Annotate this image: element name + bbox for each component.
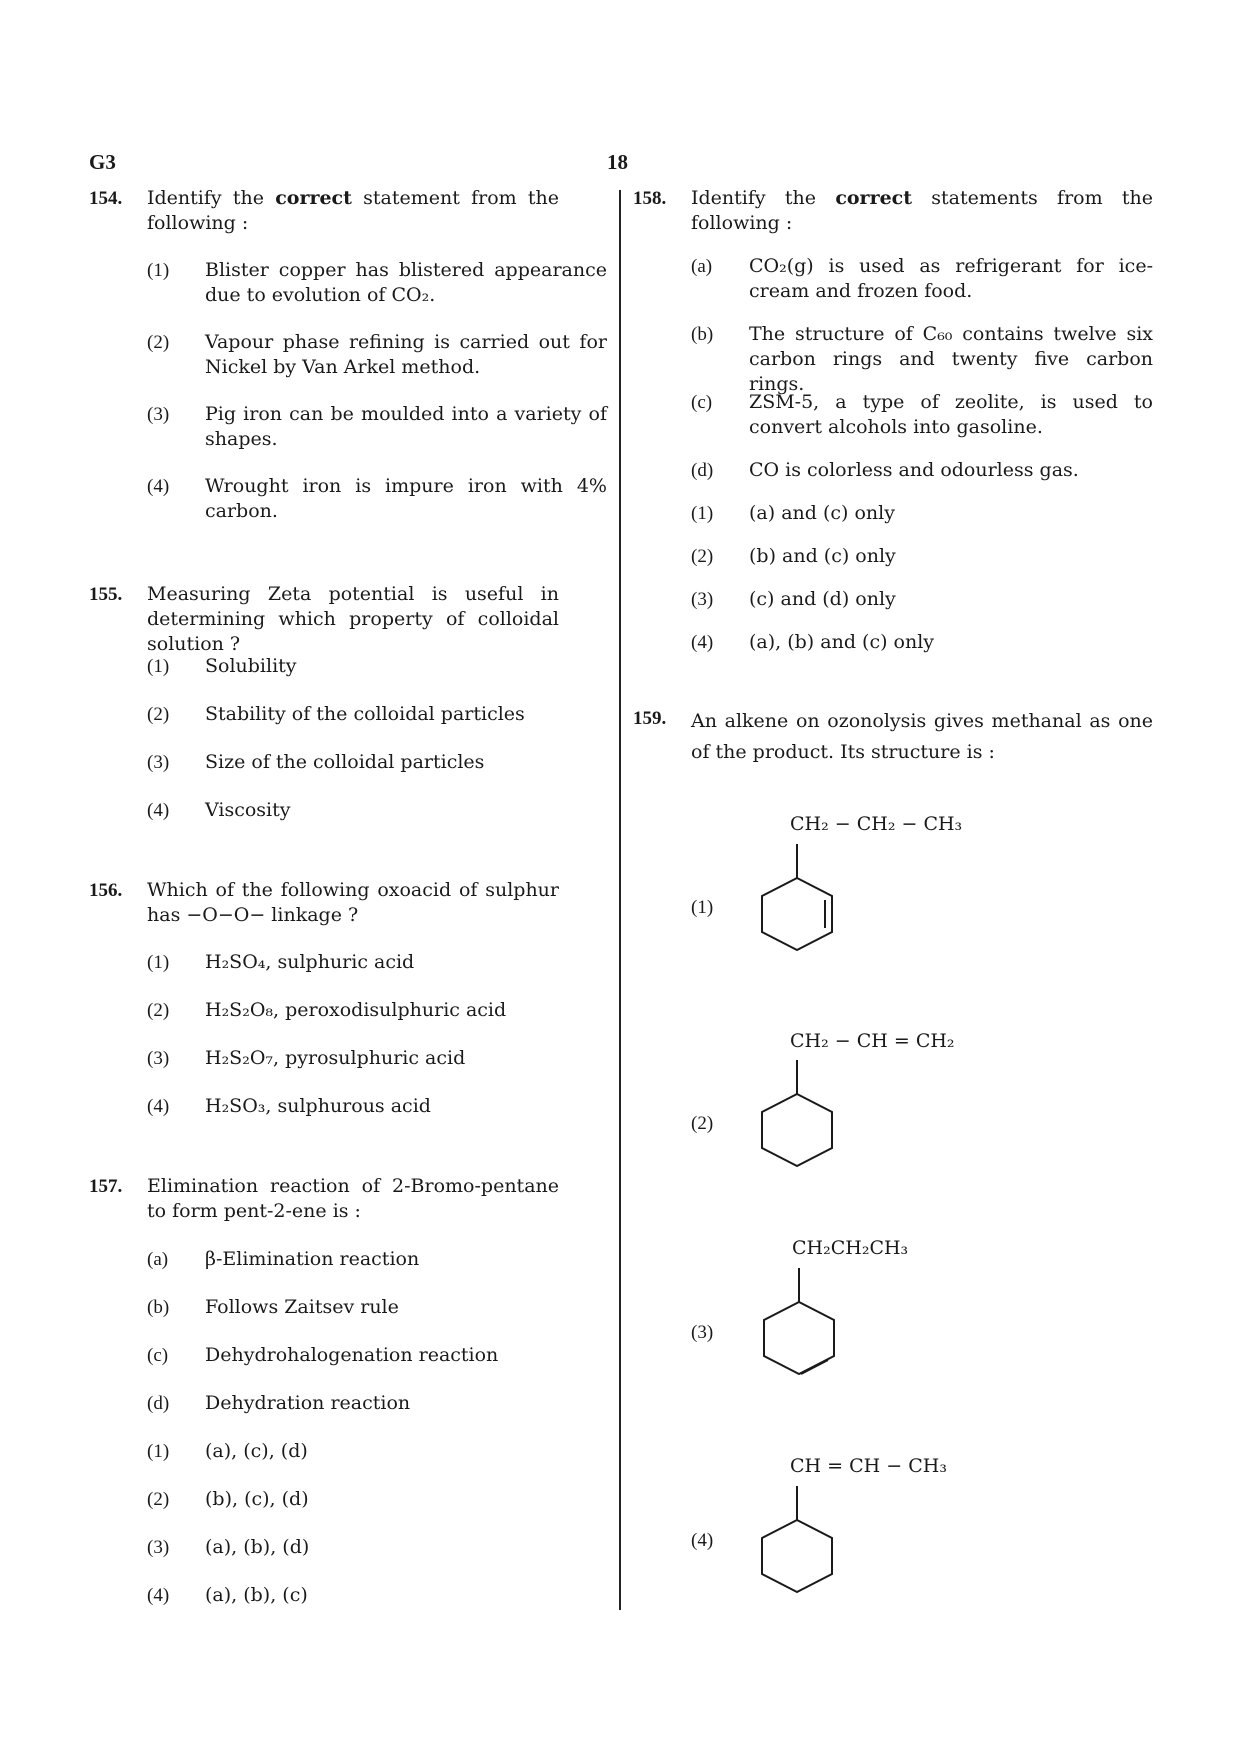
question-number: 156. [89,880,123,901]
option-156-2[interactable]: (2) H₂S₂O₈, peroxodisulphuric acid [147,999,507,1021]
option-155-4[interactable]: (4) Viscosity [147,799,291,821]
statement-157-a: (a) β-Elimination reaction [147,1248,420,1270]
question-text: Measuring Zeta potential is useful in determining which property of colloidal solution ? [147,583,559,655]
question-156 [89,878,559,928]
option-154-3[interactable]: (3) Pig iron can be moulded into a variety of shapes. [147,403,607,450]
statement-158-b: (b) The structure of C₆₀ contains twelve six carbon rings and twenty five carbon rings. [691,323,1153,395]
question-158 [633,186,1153,236]
question-155 [89,582,559,657]
question-number: 155. [89,584,123,605]
option-159-4-substituent: CH = CH − CH₃ [790,1455,947,1477]
option-159-1-substituent: CH₂ − CH₂ − CH₃ [790,813,963,835]
option-155-2[interactable]: (2) Stability of the colloidal particles [147,703,525,725]
question-text: An alkene on ozonolysis gives methanal as one of the product. Its structure is : [691,710,1153,763]
option-159-4-label[interactable]: (4) [691,1530,714,1551]
option-158-2[interactable]: (2) (b) and (c) only [691,545,896,567]
option-155-1[interactable]: (1) Solubility [147,655,297,677]
question-text: Identify the correct statements from the following : [691,187,1154,234]
question-159 [633,706,1153,768]
option-156-4[interactable]: (4) H₂SO₃, sulphurous acid [147,1095,431,1117]
statement-158-d: (d) CO is colorless and odourless gas. [691,459,1079,481]
option-159-2-substituent: CH₂ − CH = CH₂ [790,1030,955,1052]
question-text: Elimination reaction of 2-Bromo-pentane to form pent-2-ene is : [147,1175,559,1222]
statement-157-d: (d) Dehydration reaction [147,1392,411,1414]
question-154 [89,186,559,236]
question-number: 154. [89,188,123,209]
question-number: 159. [633,708,667,729]
question-text: Which of the following oxoacid of sulphur has −O−O− linkage ? [147,879,559,926]
question-157 [89,1174,559,1224]
option-157-3[interactable]: (3) (a), (b), (d) [147,1536,310,1558]
option-156-1[interactable]: (1) H₂SO₄, sulphuric acid [147,951,415,973]
option-158-4[interactable]: (4) (a), (b) and (c) only [691,631,935,653]
cyclohexene-structure-1[interactable] [740,840,840,970]
option-158-3[interactable]: (3) (c) and (d) only [691,588,896,610]
page-number: 18 [607,150,628,174]
question-number: 158. [633,188,667,209]
option-155-3[interactable]: (3) Size of the colloidal particles [147,751,485,773]
cyclohexene-structure-3[interactable] [740,1264,840,1394]
option-158-1[interactable]: (1) (a) and (c) only [691,502,895,524]
option-157-4[interactable]: (4) (a), (b), (c) [147,1584,308,1606]
statement-157-c: (c) Dehydrohalogenation reaction [147,1344,499,1366]
option-156-3[interactable]: (3) H₂S₂O₇, pyrosulphuric acid [147,1047,466,1069]
statement-158-a: (a) CO₂(g) is used as refrigerant for ice-cream and frozen food. [691,255,1153,302]
column-divider [619,190,621,1610]
option-159-2-label[interactable]: (2) [691,1113,714,1134]
option-154-2[interactable]: (2) Vapour phase refining is carried out for Nickel by Van Arkel method. [147,331,607,378]
question-number: 157. [89,1176,123,1197]
option-154-4[interactable]: (4) Wrought iron is impure iron with 4% carbon. [147,475,607,522]
option-157-2[interactable]: (2) (b), (c), (d) [147,1488,309,1510]
option-159-1-label[interactable]: (1) [691,897,714,918]
question-text: Identify the correct statement from the following : [147,187,559,234]
paper-code: G3 [89,150,116,174]
option-157-1[interactable]: (1) (a), (c), (d) [147,1440,308,1462]
cyclohexane-structure-4[interactable] [740,1482,840,1612]
option-154-1[interactable]: (1) Blister copper has blistered appearance due to evolution of CO₂. [147,259,607,306]
cyclohexane-structure-2[interactable] [740,1056,840,1186]
option-159-3-label[interactable]: (3) [691,1322,714,1343]
statement-158-c: (c) ZSM-5, a type of zeolite, is used to convert alcohols into gasoline. [691,391,1153,438]
statement-157-b: (b) Follows Zaitsev rule [147,1296,399,1318]
option-159-3-substituent: CH₂CH₂CH₃ [792,1237,909,1259]
